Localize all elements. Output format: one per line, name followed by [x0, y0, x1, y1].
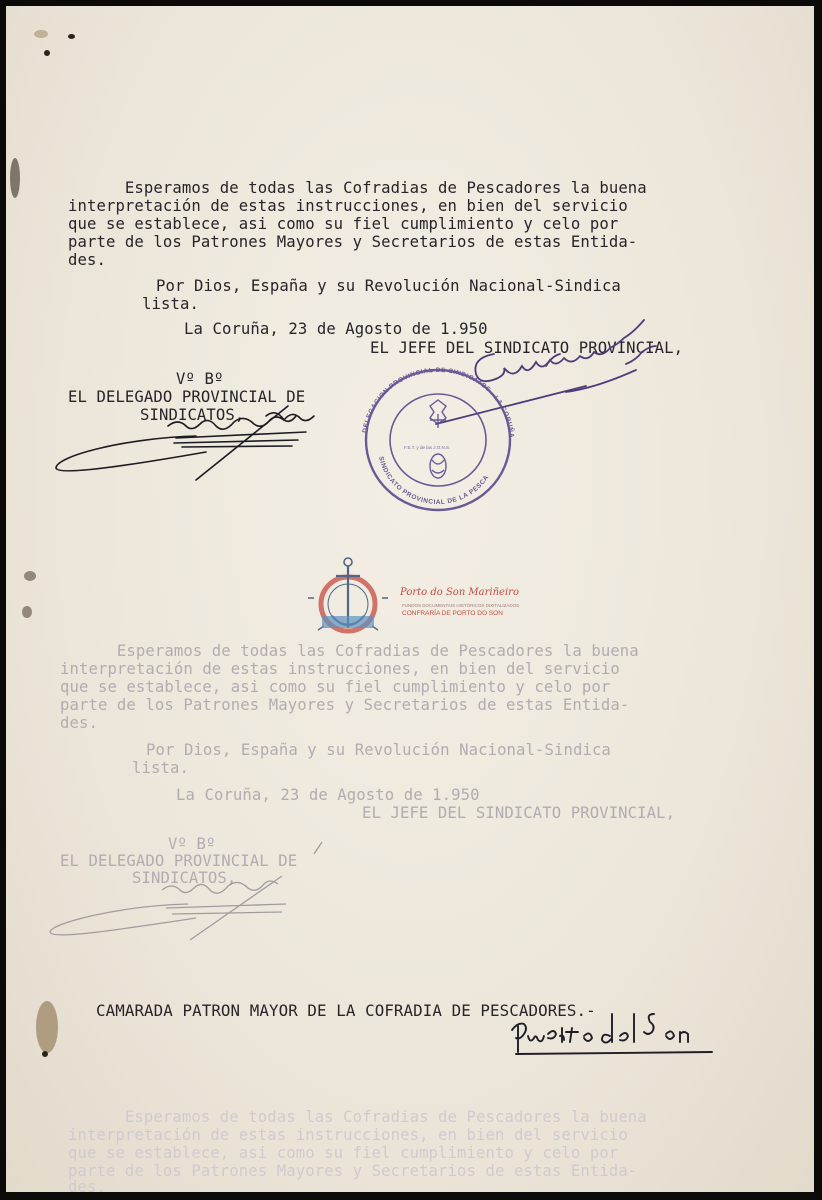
place-date: La Coruña, 23 de Agosto de 1.950: [184, 320, 488, 338]
signer-title: EL JEFE DEL SINDICATO PROVINCIAL,: [370, 339, 684, 357]
salute-line: Por Dios, España y su Revolución Nacional-Sindica: [156, 277, 621, 295]
ghost-line: Por Dios, España y su Revolución Nacional-Sindica: [146, 741, 611, 759]
ghost-line: interpretación de estas instrucciones, en bien del servicio: [68, 1126, 628, 1144]
stamp-outer-text: DELEGACION PROVINCIAL DE SINDICATOS - LA CORUÑA: [361, 366, 515, 439]
ghost-line: des.: [60, 714, 98, 732]
paragraph-line: que se establece, asi como su fiel cumplimiento y celo por: [68, 215, 619, 233]
destination-handwriting: [6, 6, 814, 1192]
watermark-org: CONFRARÍA DE PORTO DO SON: [402, 610, 503, 617]
ghost-line: interpretación de estas instrucciones, en bien del servicio: [60, 660, 620, 678]
stamp-inner-text: F.E.T. y de las J.O.N.S.: [404, 445, 451, 450]
paragraph-line: interpretación de estas instrucciones, en bien del servicio: [68, 197, 628, 215]
salute-line: lista.: [142, 295, 199, 313]
ghost-line: que se establece, asi como su fiel cumplimiento y celo por: [60, 678, 611, 696]
watermark-subtitle: FUNDOS DOCUMENTAIS HISTÓRICOS DIXITALIZADOS: [402, 603, 520, 608]
ghost-line: que se establece, asi como su fiel cumplimiento y celo por: [68, 1144, 619, 1162]
ghost-line: parte de los Patrones Mayores y Secretarios de estas Entida-: [60, 696, 630, 714]
ghost-line: EL JEFE DEL SINDICATO PROVINCIAL,: [362, 804, 676, 822]
ghost-line: La Coruña, 23 de Agosto de 1.950: [176, 786, 480, 804]
paragraph-line: parte de los Patrones Mayores y Secretarios de estas Entida-: [68, 233, 638, 251]
stamp-bottom-text: SINDICATO PROVINCIAL DE LA PESCA: [377, 455, 491, 507]
paragraph-line: Esperamos de todas las Cofradias de Pescadores la buena: [68, 179, 647, 197]
document-page: [6, 6, 814, 1192]
ghost-line: lista.: [132, 759, 189, 777]
paragraph-line: des.: [68, 251, 106, 269]
ghost-line: Esperamos de todas las Cofradias de Pescadores la buena: [60, 642, 639, 660]
ghost-line: Esperamos de todas las Cofradias de Pescadores la buena: [68, 1108, 647, 1126]
ghost-line: parte de los Patrones Mayores y Secretarios de estas Entida-: [68, 1162, 638, 1180]
ghost-line: des.: [68, 1178, 106, 1192]
watermark-title: Porto do Son Mariñeiro: [400, 587, 519, 598]
approval-mark: Vº Bº: [176, 370, 224, 388]
ghost-line: Vº Bº: [168, 835, 216, 853]
ghost-line: SINDICATOS,: [132, 869, 237, 887]
addressee: CAMARADA PATRON MAYOR DE LA COFRADIA DE PESCADORES.-: [96, 1001, 596, 1020]
approval-line: SINDICATOS,: [140, 406, 245, 424]
approval-line: EL DELEGADO PROVINCIAL DE: [68, 388, 306, 406]
ghost-line: EL DELEGADO PROVINCIAL DE: [60, 852, 298, 870]
